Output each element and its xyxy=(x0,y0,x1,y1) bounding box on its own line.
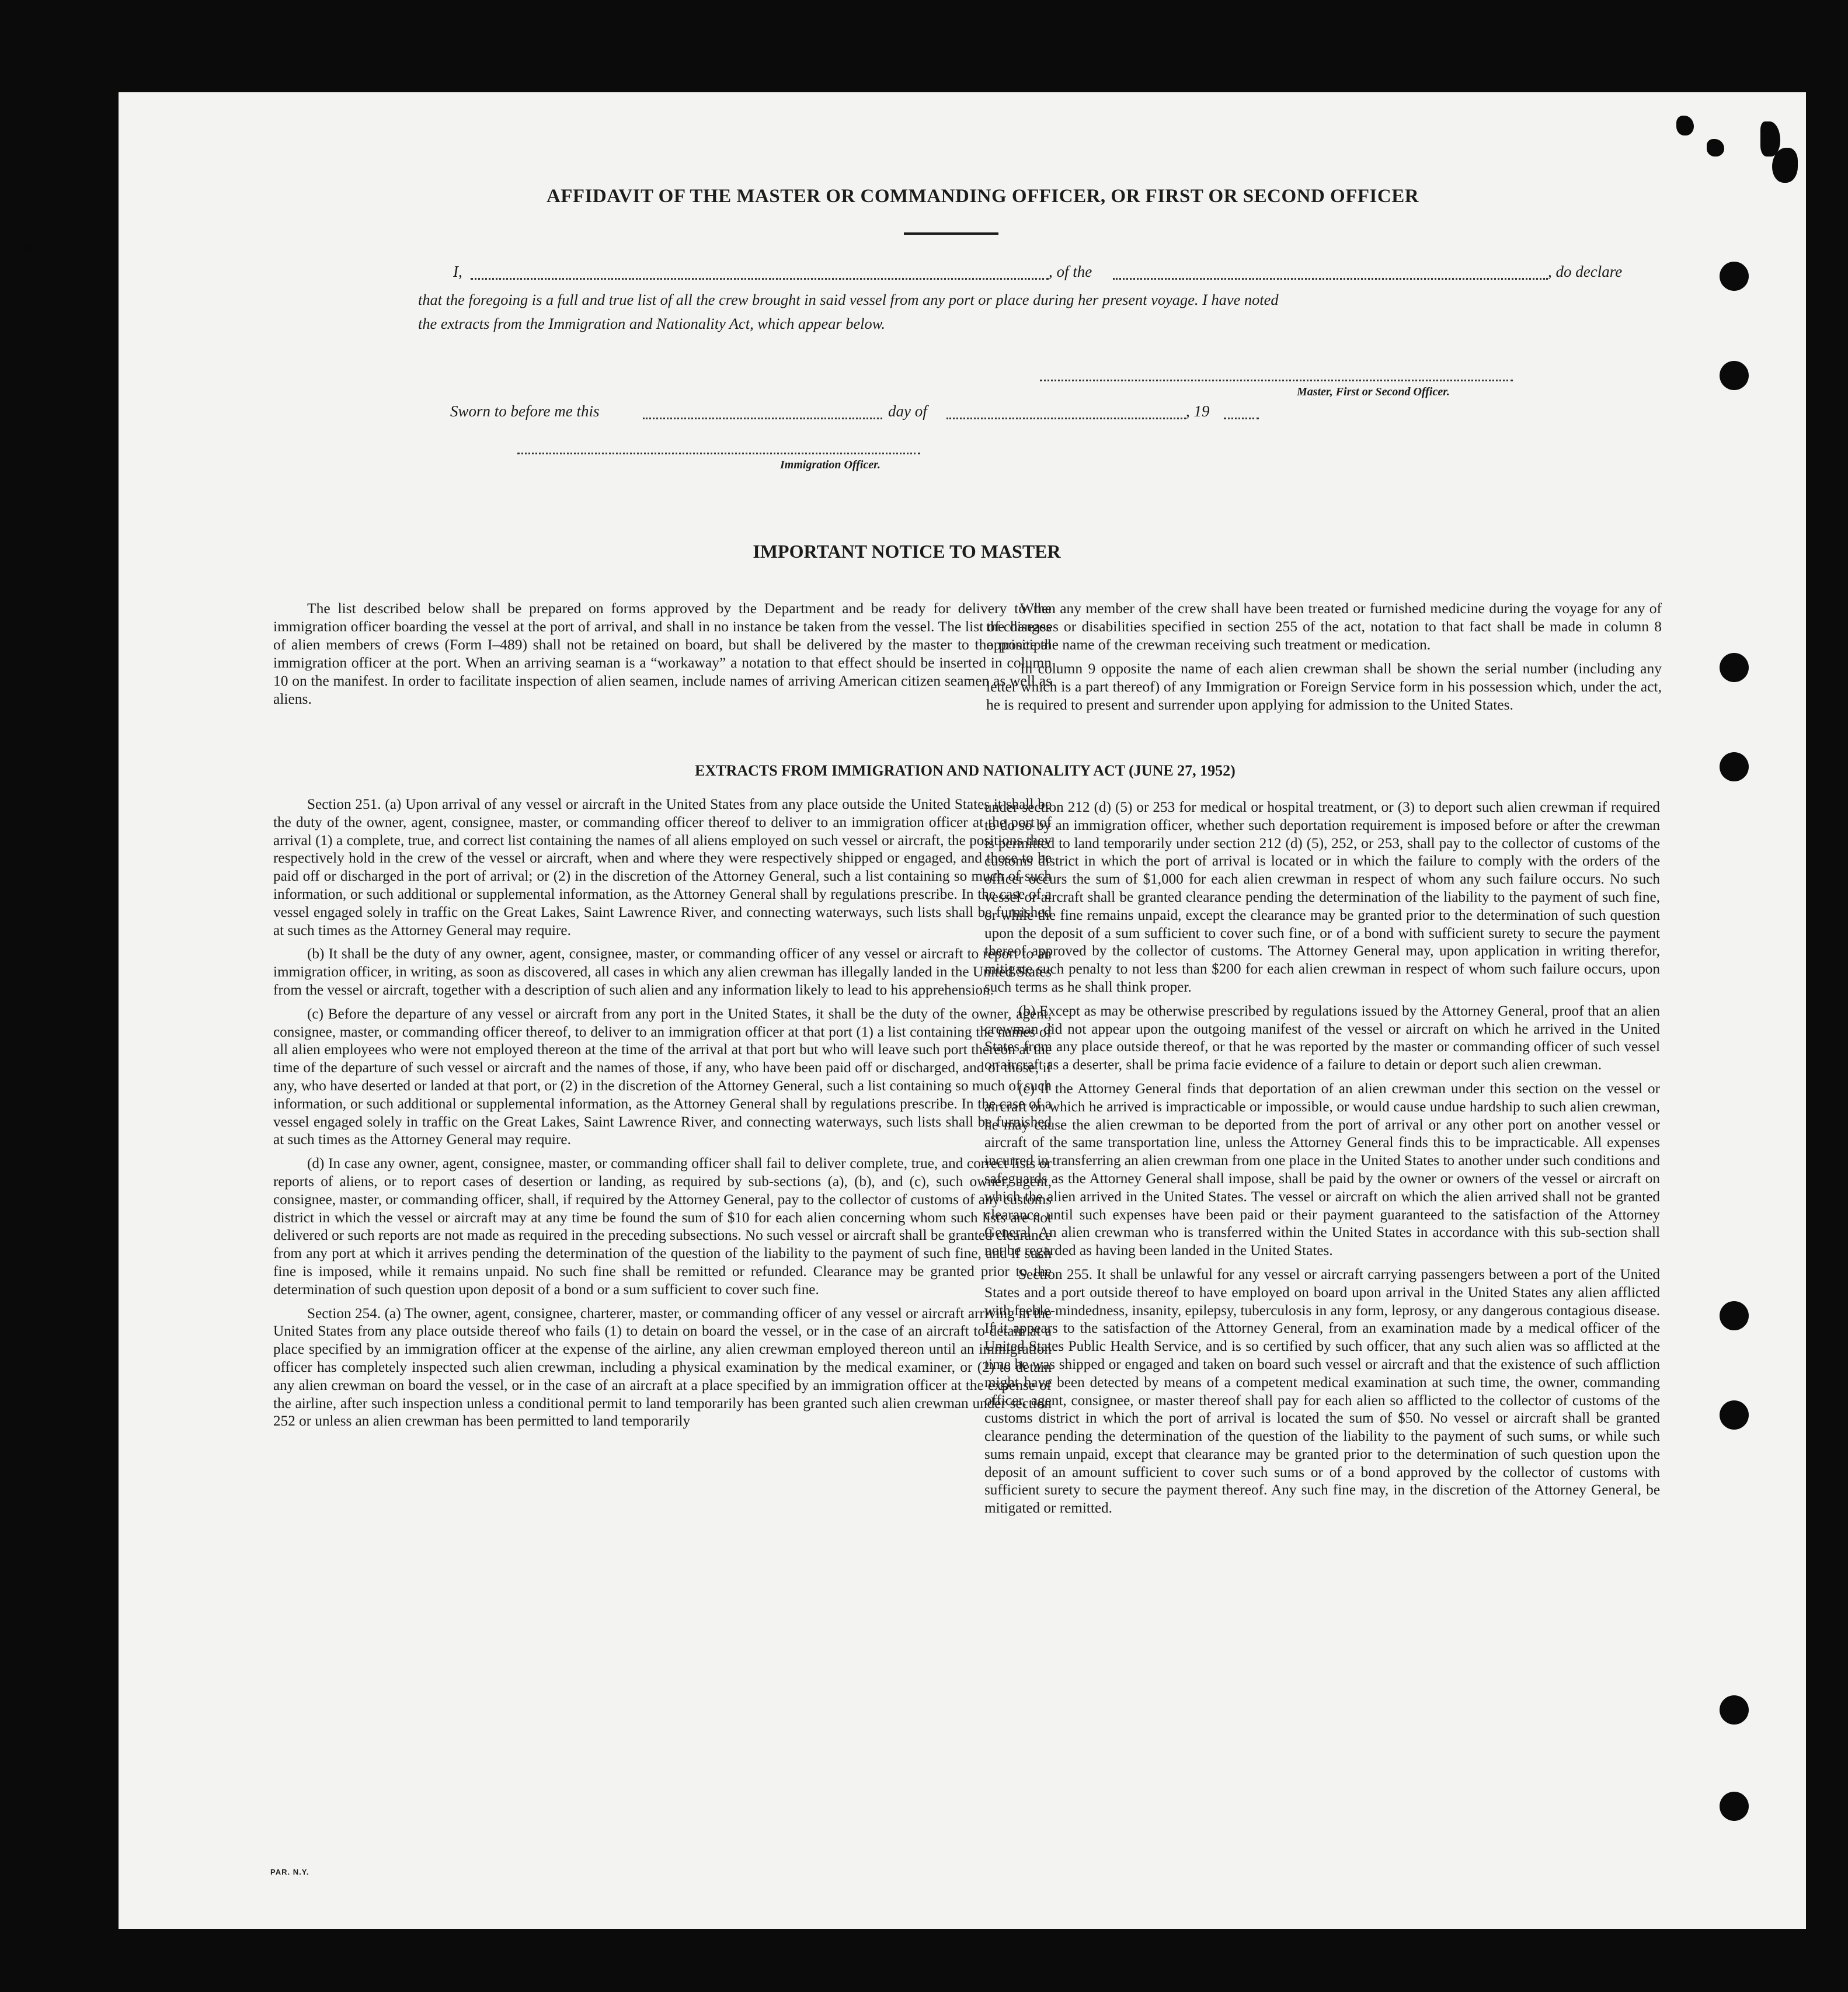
form-page xyxy=(119,92,1806,1929)
title-underline xyxy=(904,232,998,235)
officer-signature-line[interactable] xyxy=(517,453,920,454)
extract-section-254-c: (c) If the Attorney General finds that deportation of an alien crewman under this section on the vessel or aircraft on which he arrived is impracticable or impossible, or would cause undue hardship to such alien crewman, he may cause the alien crewman to be deported from the port of arrival or any other port on another vessel or aircraft of the same transportation line, unless the Attorney General finds this to be impracticable. All expenses incurred in transferring an alien crewman from one place in the United States to another under such conditions and safeguards as the Attorney General shall impose, shall be paid by the owner or owners of the vessel or aircraft on which the alien arrived in the United States. The vessel or aircraft on which the alien arrived shall not be granted clearance until such expenses have been paid or their payment guaranteed to the satisfaction of the Attorney General. An alien crewman who is transferred within the United States in accordance with this sub-section shall not be regarded as having been landed in the United States. xyxy=(984,1080,1660,1259)
notice-right-column xyxy=(986,599,1662,719)
sworn-month-blank[interactable] xyxy=(946,418,1186,419)
extracts-right-column xyxy=(984,799,1660,1524)
ink-speck xyxy=(23,244,32,252)
extract-section-254-a: Section 254. (a) The owner, agent, consignee, charterer, master, or commanding officer of any vessel or aircraft arriving in the United States from any place outside thereof who fails (1) to detain on board the vessel, or in the case of an aircraft to detain at a place specified by an immigration officer at the expense of the airline, any alien crewman employed thereon until an immigration officer has completely inspected such alien crewman, including a physical examination by the medical examiner, or (2) to detain any alien crewman on board the vessel, or in the case of an aircraft at a place specified by an immigration officer at the expense of the airline, after such inspection unless a conditional permit to land temporarily has been granted such alien crewman under section 252 or unless an alien crewman has been permitted to land temporarily xyxy=(273,1305,1052,1430)
extract-section-254-a-cont: under section 212 (d) (5) or 253 for medical or hospital treatment, or (3) to deport such alien crewman if required to do so by an immigration officer, whether such deportation requirement is imposed before or after the crewman is permitted to land temporarily under section 212 (d) (5), 252, or 253, shall pay to the collector of customs of the customs district in which the port of arrival is located or in which the failure to comply with the orders of the officer occurs the sum of $1,000 for each alien crewman in respect of whom any such failure occurs. No such vessel or aircraft shall be granted clearance pending the determination of the liability to the payment of such fine, or while the fine remains unpaid, except the clearance may be granted prior to the determination of such question upon the deposit of a sum sufficient to cover such fine, or of a bond with sufficient surety to secure the payment thereof approved by the collector of customs. The Attorney General may, upon application in writing therefor, mitigate such penalty to not less than $200 for each alien crewman in respect of whom such failure occurs, upon such terms as he shall think proper. xyxy=(984,799,1660,995)
declaration-of-the: , of the xyxy=(1049,263,1092,280)
binder-hole xyxy=(1720,1695,1749,1725)
extract-section-251-c: (c) Before the departure of any vessel or aircraft from any port in the United States, it shall be the duty of the owner, agent, consignee, master, or commanding officer thereof, to deliver to an immigration officer at that port (1) a list containing the names of all alien employees who were not employed thereon at the time of the arrival at that port but who will leave such port thereon at the time of the departure of such vessel or aircraft and the names of those, if any, who have been paid off or discharged, and of those, if any, who have deserted or landed at that port, or (2) in the discretion of the Attorney General, such a list containing so much of such information, or such additional or supplemental information, as the Attorney General shall by regulations prescribe. In the case of a vessel engaged solely in traffic on the Great Lakes, Saint Lawrence River, and connecting waterways, such lists shall be furnished at such times as the Attorney General may require. xyxy=(273,1006,1052,1148)
master-signature-label: Master, First or Second Officer. xyxy=(1297,385,1450,398)
declaration-i: I, xyxy=(453,263,462,280)
binder-hole xyxy=(1720,262,1749,291)
binder-hole xyxy=(1720,1400,1749,1430)
sworn-text: Sworn to before me this xyxy=(450,402,600,420)
declaration-line-3: the extracts from the Immigration and Nationality Act, which appear below. xyxy=(418,315,885,332)
declaration-do-declare: , do declare xyxy=(1548,263,1623,280)
ink-speck xyxy=(1707,139,1724,157)
notice-right-paragraph-2: In column 9 opposite the name of each alien crewman shall be shown the serial number (including any letter which is a part thereof) of any Immigration or Foreign Service form in his possession which, under the act, he is required to present and surrender upon applying for admission to the United States. xyxy=(986,660,1662,713)
notice-title: IMPORTANT NOTICE TO MASTER xyxy=(753,541,1061,562)
notice-left-paragraph: The list described below shall be prepared on forms approved by the Department and be ready for delivery to the immigration officer boarding the vessel at the port of arrival, and shall in no instance be taken from the vessel. The list of changes of alien members of crews (Form I–489) shall not be retained on board, but shall be delivered by the master to the principal immigration officer at the port. When an arriving seaman is a “workaway” a notation to that effect should be inserted in column 10 on the manifest. In order to facilitate inspection of alien seamen, include names of arriving American citizen seamen as well as aliens. xyxy=(273,600,1052,707)
ink-speck xyxy=(1772,148,1798,183)
extract-section-255: Section 255. It shall be unlawful for any vessel or aircraft carrying passengers between a port of the United States and a port outside thereof to have employed on board upon arrival in the United States any alien afflicted with feeble-mindedness, insanity, epilepsy, tuberculosis in any form, leprosy, or any dangerous contagious disease. If it appears to the satisfaction of the Attorney General, from an examination made by a medical officer of the United States Public Health Service, and is so certified by such officer, that any such alien was so afflicted at the time he was shipped or engaged and taken on board such vessel or aircraft and that the existence of such affliction might have been detected by means of a competent medical examination at such time, the owner, commanding officer, agent, consignee, or master thereof shall pay for each alien so afflicted to the collector of customs of the customs district in which the port of arrival is located the sum of $50. No vessel or aircraft shall be granted clearance pending the determination of the question of the liability to the payment of such sums, or while such sums remain unpaid, except that clearance may be granted prior to the determination of such question upon the deposit of an amount sufficient to cover such sums or of a bond approved by the collector of customs with sufficient surety to secure the payment thereof. Any such fine may, in the discretion of the Attorney General, be mitigated or remitted. xyxy=(984,1266,1660,1517)
notice-right-paragraph-1: When any member of the crew shall have been treated or furnished medicine during the voyage for any of the diseases or disabilities specified in section 255 of the act, notation to that fact shall be made in column 8 opposite the name of the crewman receiving such treatment or medication. xyxy=(986,600,1662,653)
year-prefix: , 19 xyxy=(1186,402,1210,420)
extract-section-251-a: Section 251. (a) Upon arrival of any vessel or aircraft in the United States from any place outside the United States it shall be the duty of the owner, agent, consignee, master, or commanding officer thereof to deliver to an immigration officer at the port of arrival (1) a complete, true, and correct list containing the names of all aliens employed on such vessel or aircraft, the positions they respectively hold in the crew of the vessel or aircraft, when and where they were respectively shipped or engaged, and those to be paid off or discharged in the port of arrival; or (2) in the discretion of the Attorney General, such a list containing so much of such information, or such additional or supplemental information, as the Attorney General shall by regulations prescribe. In the case of a vessel engaged solely in traffic on the Great Lakes, Saint Lawrence River, and connecting waterways, such lists shall be furnished at such times as the Attorney General may require. xyxy=(273,797,1052,938)
declaration-line-2: that the foregoing is a full and true list of all the crew brought in said vessel from any port or place during her present voyage. I have noted xyxy=(418,291,1279,308)
extract-section-251-b: (b) It shall be the duty of any owner, agent, consignee, master, or commanding officer of any vessel or aircraft to report to an immigration officer, in writing, as soon as discovered, all cases in which any alien crewman has illegally landed in the United States from the vessel or aircraft, together with a description of such alien and any information likely to lead to his apprehension. xyxy=(273,946,1052,998)
affidavit-title: AFFIDAVIT OF THE MASTER OR COMMANDING OFFICER, OR FIRST OR SECOND OFFICER xyxy=(546,186,1419,207)
vessel-blank-line[interactable] xyxy=(1113,278,1548,280)
ink-speck xyxy=(1676,116,1694,135)
binder-hole xyxy=(1720,752,1749,781)
sworn-day-blank[interactable] xyxy=(643,418,882,419)
binder-hole xyxy=(1720,653,1749,682)
binder-hole xyxy=(1720,1301,1749,1330)
extract-section-254-b: (b) Except as may be otherwise prescribed by regulations issued by the Attorney General, proof that an alien crewman did not appear upon the outgoing manifest of the vessel or aircraft on which he arrived in the United States from any place outside thereof, or that he was reported by the master or commanding officer of such vessel or aircraft as a deserter, shall be prima facie evidence of a failure to detain or deport such alien crewman. xyxy=(984,1003,1660,1073)
printer-mark: PAR. N.Y. xyxy=(270,1868,309,1876)
binder-hole xyxy=(1720,361,1749,390)
extracts-title: EXTRACTS FROM IMMIGRATION AND NATIONALITY ACT (JUNE 27, 1952) xyxy=(695,762,1236,779)
sworn-year-blank[interactable] xyxy=(1224,418,1259,419)
extracts-left-column xyxy=(273,796,1052,1437)
master-signature-line[interactable] xyxy=(1040,380,1513,381)
officer-signature-label: Immigration Officer. xyxy=(780,458,881,471)
binder-hole xyxy=(1720,1792,1749,1821)
extract-section-251-d: (d) In case any owner, agent, consignee, master, or commanding officer shall fail to deliver complete, true, and correct lists or reports of aliens, or to report cases of desertion or landing, as required by sub-sections (a), (b), and (c), such owner, agent, consignee, master, or commanding officer, shall, if required by the Attorney General, pay to the collector of customs of any customs district in which the vessel or aircraft may at any time be found the sum of $10 for each alien concerning whom such lists are not delivered or such reports are not made as required in the preceding subsections. No such vessel or aircraft shall be granted clearance from any port at which it arrives pending the determination of the question of the liability to the payment of such fine, and if such fine is imposed, while it remains unpaid. No such fine shall be remitted or refunded. Clearance may be granted prior to the determination of such question upon deposit of a bond or a sum sufficient to cover such fine. xyxy=(273,1156,1052,1298)
day-of-text: day of xyxy=(888,402,927,420)
name-blank-line[interactable] xyxy=(471,278,1049,280)
notice-left-column xyxy=(273,599,1052,714)
